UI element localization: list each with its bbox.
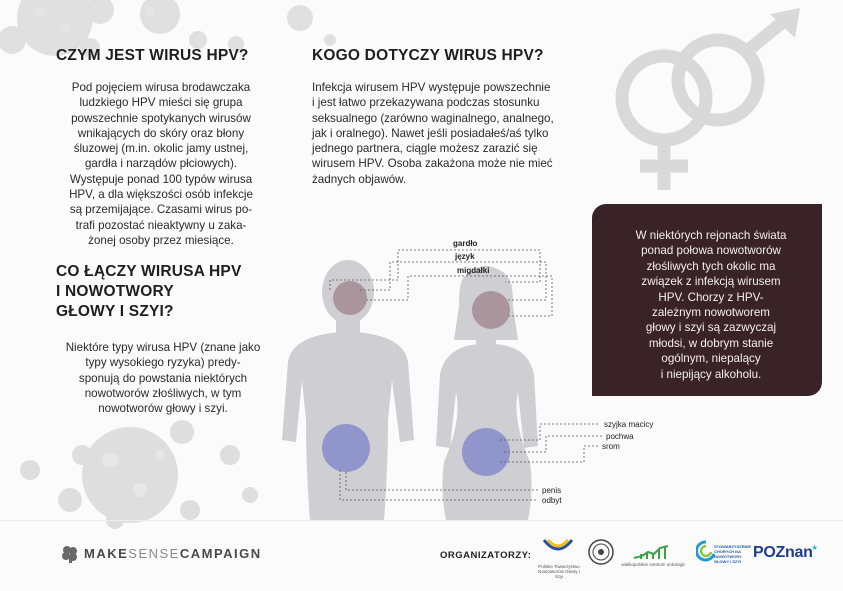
male-pelvis-marker	[322, 424, 370, 472]
label-anus: odbyt	[542, 496, 562, 505]
brand-campaign: CAMPAIGN	[179, 546, 262, 561]
text-line: Pod pojęciem wirusa brodawczaka	[71, 81, 251, 94]
text-line: nowotworów głowy i szyi.	[98, 402, 228, 416]
text-line: zależnym nowotworem	[652, 306, 770, 320]
text-line: HPV. Chorzy z HPV-	[658, 290, 764, 304]
male-head-marker	[333, 281, 367, 315]
female-pelvis-marker	[462, 428, 510, 476]
section-heading-what-is-hpv: CZYM JEST WIRUS HPV?	[56, 47, 249, 64]
text-line: jednego partnera, ciągle możesz zarazić się	[312, 142, 538, 156]
text-line: żadnych objawów.	[312, 172, 407, 186]
text-line: złośliwych tych okolic ma	[646, 259, 776, 273]
text-line: i jest łatwo przekazywana podczas stosunku	[312, 96, 540, 110]
text-line: są przemijające. Czasami wirus po-	[69, 203, 253, 217]
ptngis-logo-text: Polskie Towarzystwo Nowotworów Głowy i Szyi	[538, 564, 580, 579]
association-logo-text: STOWARZYSZENIE CHORYCH NA NOWOTWORY GŁOWY I SZYI	[714, 544, 752, 564]
text-line: młodsi, w dobrym stanie	[648, 336, 774, 350]
label-vagina: pochwa	[606, 432, 634, 441]
oncology-center-logo	[632, 542, 674, 562]
text-line: HPV, a dla większości osób infekcje	[69, 188, 253, 202]
text-line: jak i oralnego). Nawet jeśli posiadałeś/aś tylko	[312, 126, 549, 140]
label-penis: penis	[542, 486, 562, 495]
text-line: sponują do powstania niektórych	[78, 371, 248, 385]
footer-divider	[0, 520, 843, 521]
text-line: żonej osoby przez miesiące.	[88, 233, 234, 247]
text-line: gardła i narządów płciowych).	[84, 157, 238, 171]
text-line: związek z infekcją wirusem	[641, 275, 781, 289]
text-line: typy wysokiego ryzyka) predy-	[85, 356, 241, 370]
section-heading-who-is-affected: KOGO DOTYCZY WIRUS HPV?	[312, 47, 544, 64]
text-line: Infekcja wirusem HPV występuje powszechnie	[312, 81, 551, 94]
text-line: ogólnym, niepalący	[661, 352, 761, 366]
poznan-star-icon: *	[812, 544, 817, 556]
female-head-marker	[472, 291, 510, 329]
text-line: wnikających do skóry oraz błony	[77, 126, 245, 140]
association-logo-icon	[696, 540, 716, 562]
label-vulva: srom	[602, 442, 620, 451]
label-cervix: szyjka macicy	[604, 420, 654, 429]
brain-icon	[60, 544, 80, 564]
ptngis-logo	[540, 536, 576, 564]
heading-line: I NOWOTWORY	[56, 283, 174, 300]
text-line: W niektórych rejonach świata	[635, 229, 787, 242]
text-line: wirusem HPV. Osoba zakażona może nie mieć	[312, 157, 553, 171]
text-line: śluzowej (m.in. okolic jamy ustnej,	[73, 142, 249, 156]
text-line: głowy i szyi są zazwyczaj	[645, 321, 777, 335]
university-seal-icon	[587, 538, 615, 566]
text-line: ponad połowa nowotworów	[641, 244, 781, 258]
organizers-label: ORGANIZATORZY:	[440, 550, 532, 561]
label-tonsils: migdałki	[457, 266, 490, 275]
text-line: Niektóre typy wirusa HPV (znane jako	[65, 341, 261, 354]
oncology-center-logo-text: wielkopolskie centrum onkologii	[621, 562, 685, 567]
heading-line: CO ŁĄCZY WIRUSA HPV	[56, 263, 242, 280]
label-tongue: język	[455, 252, 475, 261]
text-line: i niepijący alkoholu.	[660, 367, 762, 381]
poznan-text: POZnan	[753, 544, 813, 561]
poznan-logo	[753, 544, 817, 562]
text-line: powszechnie spotykanych wirusów	[71, 111, 251, 125]
text-line: seksualnego (zarówno waginalnego, analnego,	[312, 111, 554, 125]
label-throat: gardło	[453, 239, 478, 248]
text-line: Występuje ponad 100 typów wirusa	[69, 172, 253, 186]
heading-line: GŁOWY I SZYI?	[56, 303, 174, 320]
text-line: ludzkiego HPV mieści się grupa	[79, 96, 243, 110]
text-line: trafi pozostać nieaktywny u zaka-	[75, 218, 247, 232]
brand-make: MAKE	[84, 546, 129, 561]
text-line: nowotworów złośliwych, w tym	[84, 386, 242, 400]
campaign-brand	[84, 546, 262, 561]
brand-sense: SENSE	[128, 546, 180, 561]
